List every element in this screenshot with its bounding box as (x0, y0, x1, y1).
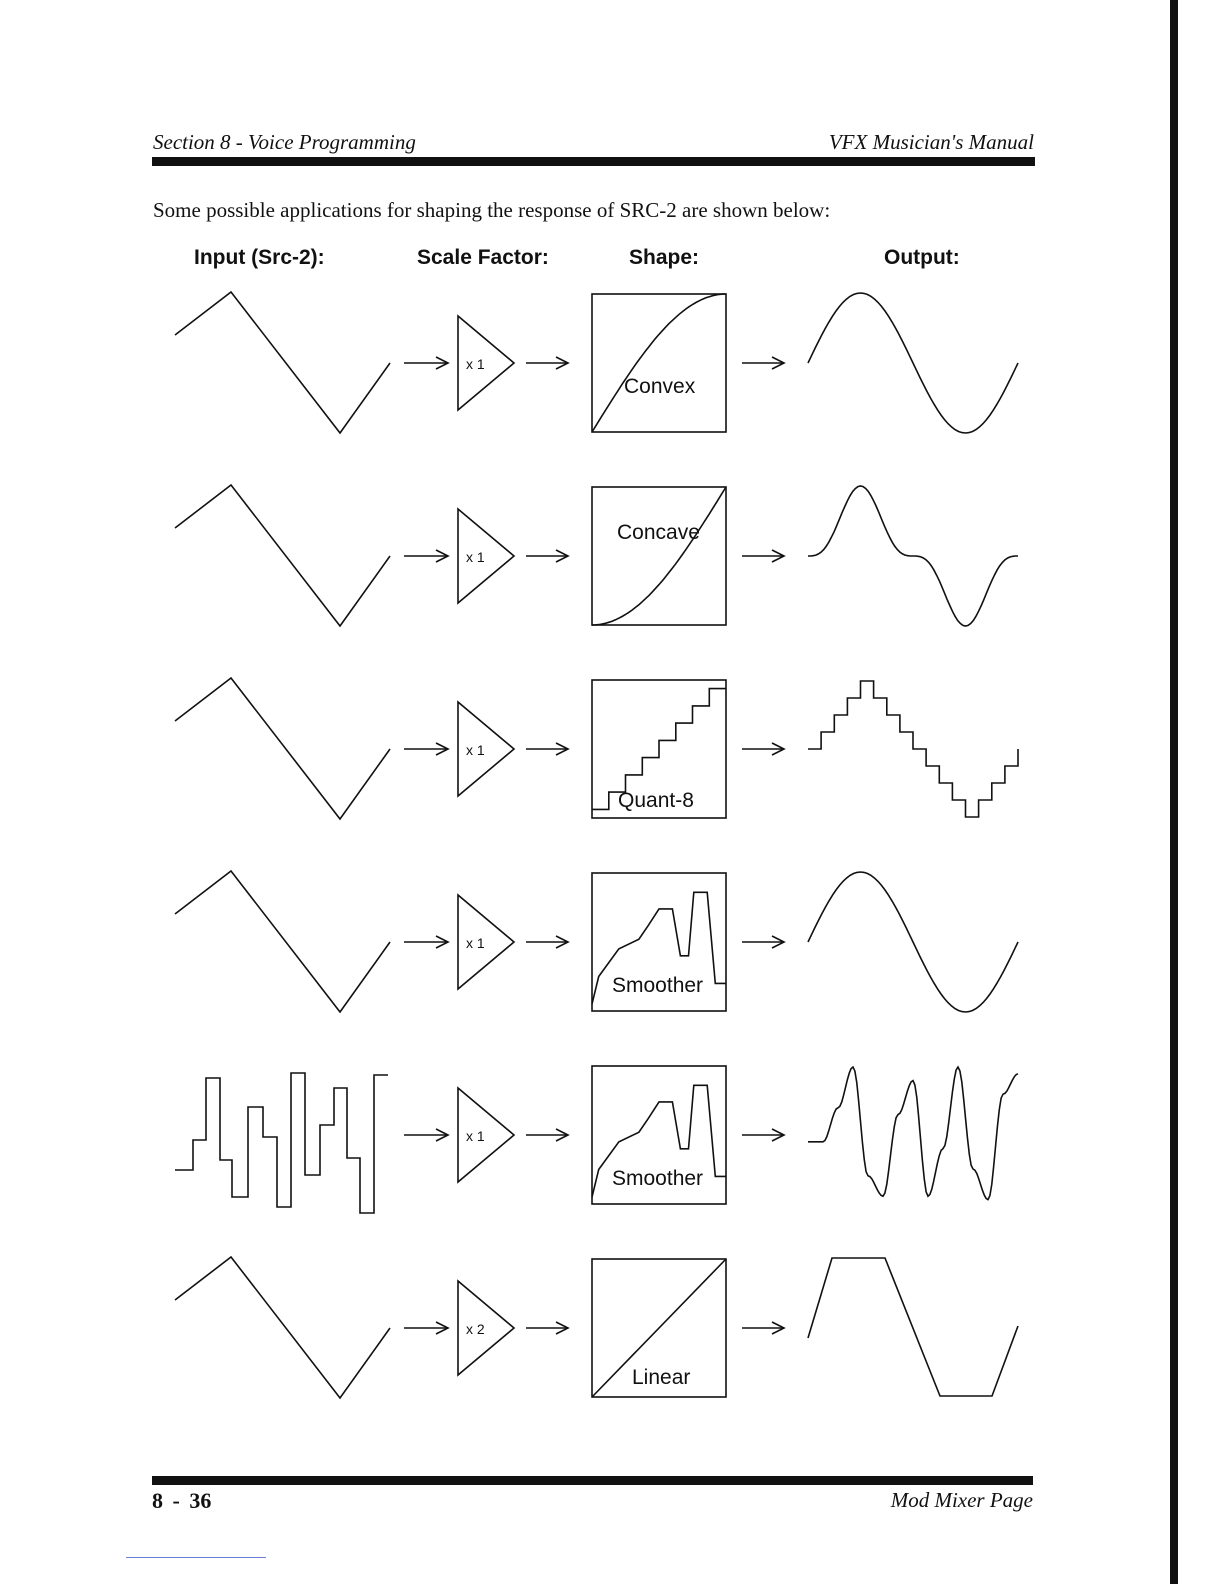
stray-mark (126, 1557, 266, 1558)
running-header-section: Section 8 - Voice Programming (153, 130, 416, 154)
intro-paragraph: Some possible applications for shaping the response of SRC-2 are shown below: (153, 198, 831, 222)
column-heading-shape: Shape: (629, 246, 700, 269)
input-triangle-wave (175, 485, 390, 626)
shape-label: Concave (617, 521, 700, 544)
column-heading-scale: Scale Factor: (417, 246, 549, 269)
shaping-example-row (175, 485, 1018, 626)
scale-factor-label: x 1 (466, 549, 485, 565)
output-waveform (808, 486, 1018, 626)
shaping-example-row (175, 292, 1018, 433)
output-waveform (808, 1067, 1018, 1200)
shaping-example-row (175, 1257, 1018, 1398)
scale-factor-label: x 2 (466, 1321, 485, 1337)
output-waveform (808, 293, 1018, 433)
scale-factor-label: x 1 (466, 356, 485, 372)
shape-label: Convex (624, 375, 696, 398)
shaping-example-row (175, 1066, 1018, 1213)
input-triangle-wave (175, 678, 390, 819)
output-waveform (808, 681, 1018, 817)
scale-factor-label: x 1 (466, 935, 485, 951)
column-heading-output: Output: (884, 246, 960, 269)
shape-label: Quant-8 (618, 789, 694, 812)
input-triangle-wave (175, 292, 390, 433)
scale-factor-label: x 1 (466, 1128, 485, 1144)
shape-box (592, 294, 726, 432)
scale-factor-label: x 1 (466, 742, 485, 758)
shape-label: Smoother (612, 974, 704, 997)
shape-curve (592, 294, 726, 432)
page-number: 8 - 36 (152, 1488, 212, 1513)
input-triangle-wave (175, 1257, 390, 1398)
shaping-example-row (175, 871, 1018, 1012)
shape-label: Smoother (612, 1167, 704, 1190)
footer-rule (152, 1476, 1033, 1485)
column-heading-input: Input (Src-2): (194, 246, 325, 269)
running-header-manual: VFX Musician's Manual (828, 130, 1034, 154)
input-stepped-wave (175, 1073, 388, 1213)
shape-curve (592, 487, 726, 625)
input-triangle-wave (175, 871, 390, 1012)
shape-box (592, 487, 726, 625)
shaping-example-row (175, 678, 1018, 819)
output-waveform (808, 872, 1018, 1012)
output-waveform (808, 1258, 1018, 1396)
shape-label: Linear (632, 1366, 691, 1389)
footer-page-title: Mod Mixer Page (890, 1488, 1033, 1512)
